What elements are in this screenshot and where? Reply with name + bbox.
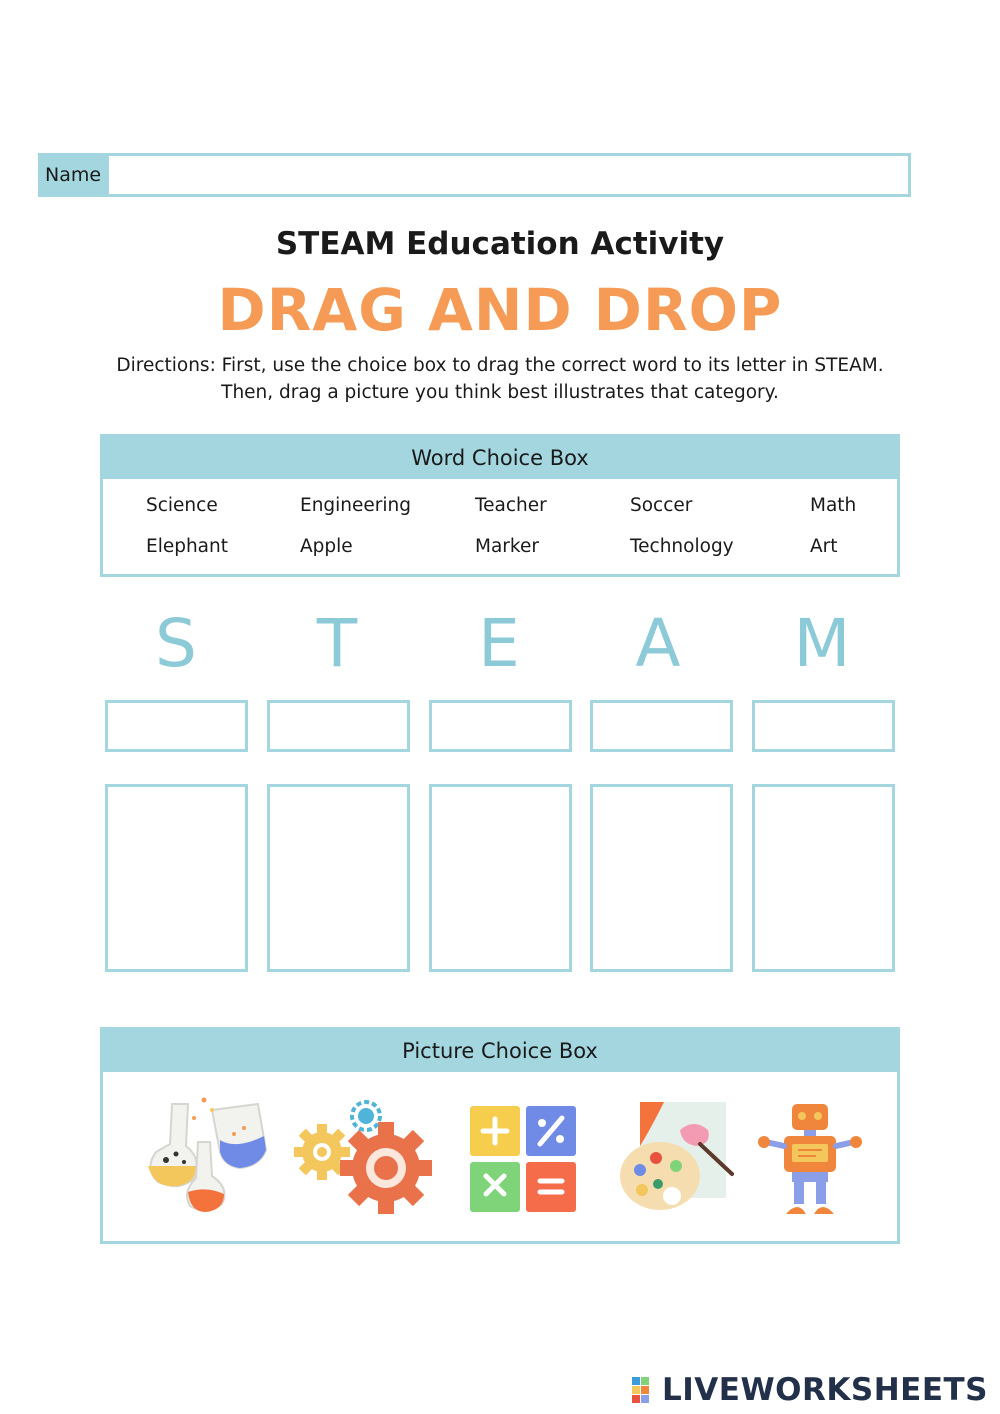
- word-drop-slot-s[interactable]: [105, 700, 248, 752]
- page-title: DRAG AND DROP: [217, 276, 783, 344]
- word-tile[interactable]: Art: [810, 536, 838, 557]
- letter-e: E: [478, 605, 520, 682]
- name-label: Name: [41, 156, 109, 194]
- directions-line-2: Then, drag a picture you think best illustrates that category.: [221, 382, 779, 403]
- letter-s: S: [155, 605, 197, 682]
- letter-m: M: [793, 605, 851, 682]
- art-palette-icon[interactable]: [620, 1100, 740, 1215]
- word-drop-slot-m[interactable]: [752, 700, 895, 752]
- word-drop-slot-t[interactable]: [267, 700, 410, 752]
- word-tile[interactable]: Technology: [630, 536, 734, 557]
- word-drop-slot-a[interactable]: [590, 700, 733, 752]
- picture-drop-slot-m[interactable]: [752, 784, 895, 972]
- subtitle: STEAM Education Activity: [275, 226, 725, 262]
- gears-icon[interactable]: [292, 1098, 432, 1218]
- picture-drop-slot-t[interactable]: [267, 784, 410, 972]
- word-tile[interactable]: Marker: [475, 536, 539, 557]
- name-input[interactable]: [109, 156, 908, 194]
- word-tile[interactable]: Elephant: [146, 536, 228, 557]
- letter-t: T: [316, 605, 358, 682]
- picture-drop-slot-s[interactable]: [105, 784, 248, 972]
- picture-drop-slot-a[interactable]: [590, 784, 733, 972]
- liveworksheets-logo: [632, 1372, 988, 1408]
- robot-icon[interactable]: [756, 1102, 864, 1218]
- directions: [0, 352, 1000, 406]
- brand-text: LIVEWORKSHEETS: [662, 1372, 988, 1408]
- word-tile[interactable]: Apple: [300, 536, 353, 557]
- word-choice-heading: Word Choice Box: [103, 437, 897, 479]
- word-tile[interactable]: Engineering: [300, 495, 411, 516]
- word-drop-slot-e[interactable]: [429, 700, 572, 752]
- word-tile[interactable]: Science: [146, 495, 218, 516]
- name-bar: [38, 153, 911, 197]
- picture-choice-heading: Picture Choice Box: [103, 1030, 897, 1072]
- directions-line-1: Directions: First, use the choice box to drag the correct word to its letter in STEAM.: [116, 355, 884, 376]
- word-tile[interactable]: Teacher: [475, 495, 547, 516]
- letter-a: A: [635, 605, 681, 682]
- liveworksheets-icon: [632, 1377, 658, 1403]
- science-flasks-icon[interactable]: [140, 1096, 270, 1216]
- word-tile[interactable]: Soccer: [630, 495, 693, 516]
- picture-drop-slot-e[interactable]: [429, 784, 572, 972]
- math-symbols-icon[interactable]: [470, 1106, 578, 1214]
- word-choice-box: [100, 434, 900, 577]
- word-tile[interactable]: Math: [810, 495, 857, 516]
